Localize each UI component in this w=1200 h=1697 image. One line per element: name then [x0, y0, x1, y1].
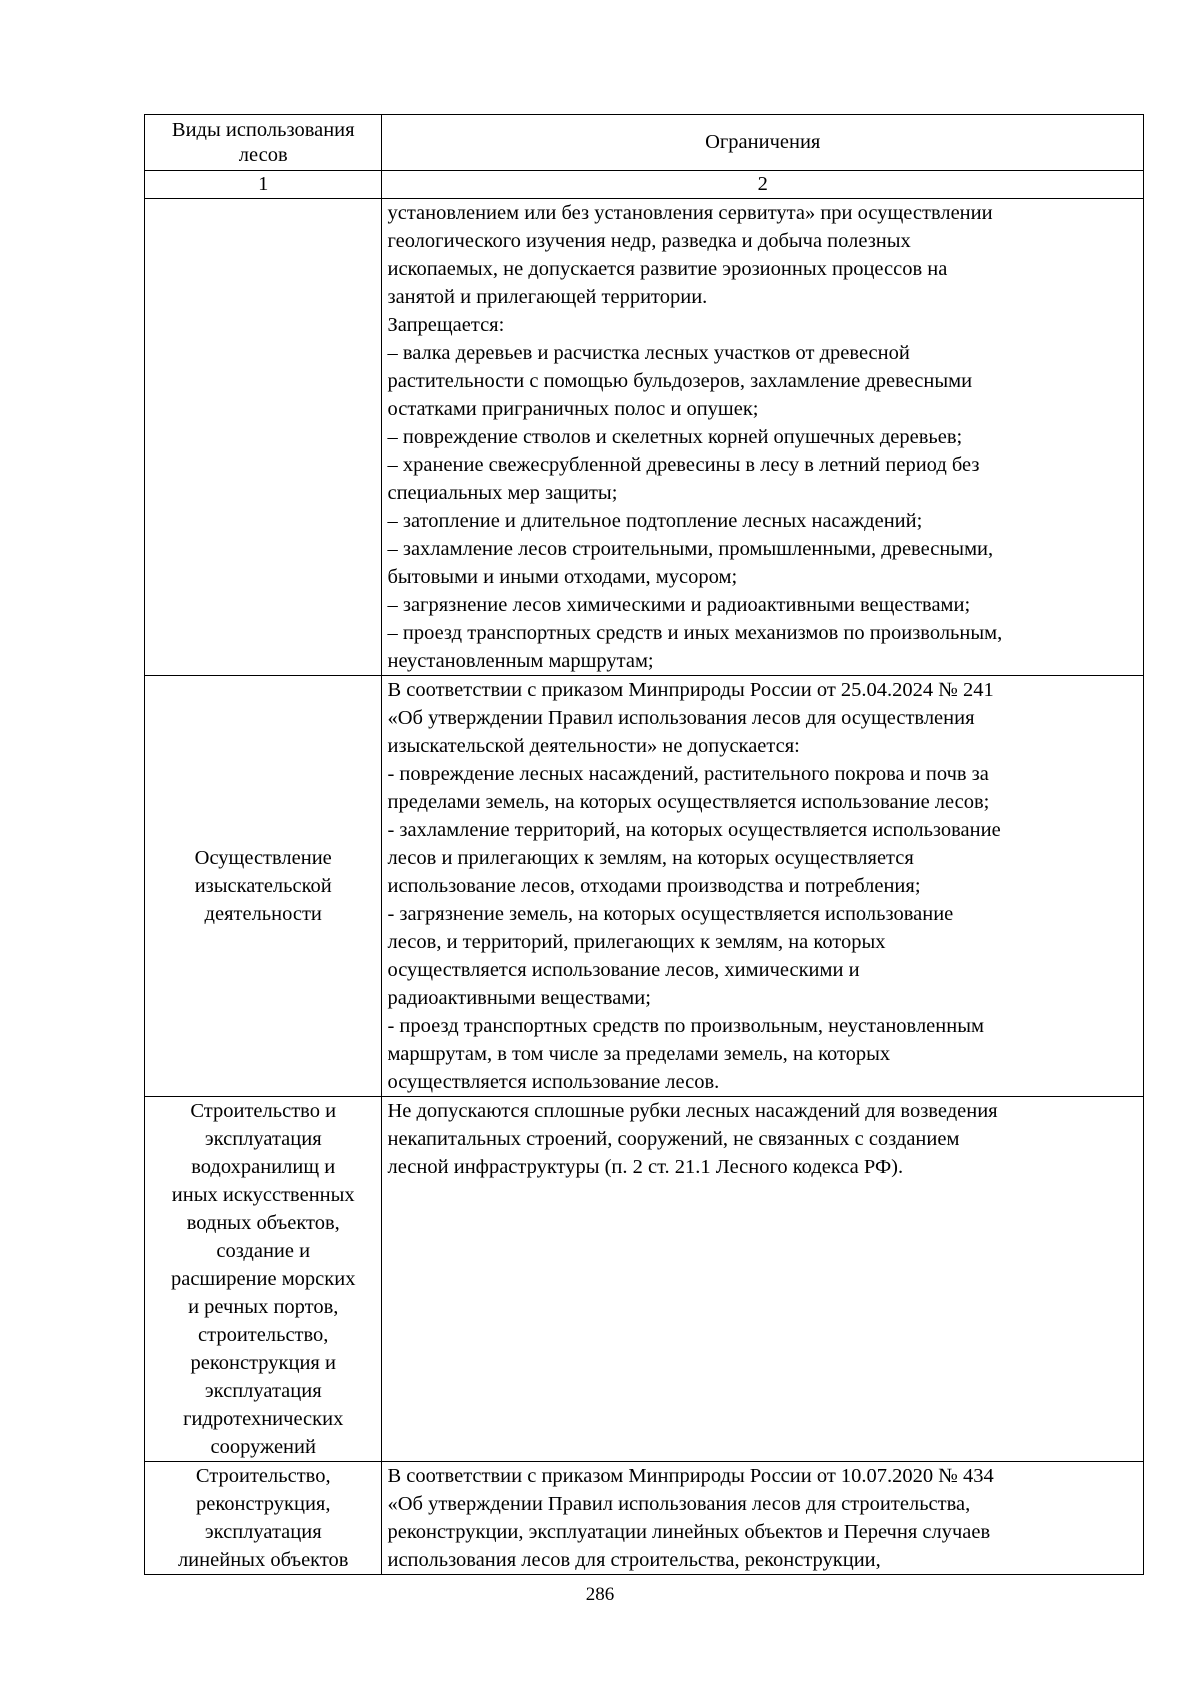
table-row [145, 1097, 1144, 1462]
text-line: маршрутам, в том числе за пределами земель, на которых [387, 1043, 891, 1065]
text-line: водных объектов, [186, 1212, 340, 1234]
text-line: - проезд транспортных средств по произвольным, неустановленным [387, 1015, 984, 1037]
text-line: - загрязнение земель, на которых осуществляется использование [387, 903, 954, 925]
text-line: эксплуатация [204, 1380, 322, 1402]
text-line: расширение морских [170, 1268, 356, 1290]
text-line: – хранение свежесрубленной древесины в лесу в летний период без [387, 454, 980, 476]
text-line: изыскательской деятельности» не допускается: [387, 735, 800, 757]
text-line: Строительство и [190, 1100, 337, 1122]
header-col2-text: Ограничения [705, 131, 821, 153]
column-number-row [145, 171, 1144, 199]
restrictions-cell [382, 676, 1144, 1097]
text-line: В соответствии с приказом Минприроды России от 10.07.2020 № 434 [387, 1465, 994, 1487]
table-header-row [145, 115, 1144, 171]
text-line: Не допускаются сплошные рубки лесных насаждений для возведения [387, 1100, 998, 1122]
text-line: деятельности [204, 903, 322, 925]
text-line: – повреждение стволов и скелетных корней опушечных деревьев; [387, 426, 963, 448]
text-line: лесной инфраструктуры (п. 2 ст. 21.1 Лесного кодекса РФ). [387, 1156, 904, 1178]
text-line: реконструкции, эксплуатации линейных объектов и Перечня случаев [387, 1521, 991, 1543]
text-line: неустановленным маршрутам; [387, 650, 654, 672]
text-line: занятой и прилегающей территории. [387, 286, 708, 308]
text-line: реконструкция и [190, 1352, 336, 1374]
text-line: В соответствии с приказом Минприроды России от 25.04.2024 № 241 [387, 679, 994, 701]
table-row [145, 676, 1144, 1097]
forest-use-cell [145, 1462, 382, 1575]
restrictions-cell [382, 1462, 1144, 1575]
text-line: использование лесов, отходами производства и потребления; [387, 875, 921, 897]
text-line: - повреждение лесных насаждений, растительного покрова и почв за [387, 763, 989, 785]
text-line: радиоактивными веществами; [387, 987, 651, 1009]
text-line: - захламление территорий, на которых осуществляется использование [387, 819, 1001, 841]
forest-use-cell [145, 1097, 382, 1462]
text-line: специальных мер защиты; [387, 482, 618, 504]
text-line: и речных портов, [188, 1296, 339, 1318]
text-line: строительство, [198, 1324, 329, 1346]
text-line: Запрещается: [387, 314, 505, 336]
forest-use-cell [145, 676, 382, 1097]
text-line: бытовыми и иными отходами, мусором; [387, 566, 738, 588]
text-line: лесов и прилегающих к землям, на которых осуществляется [387, 847, 914, 869]
text-line: ископаемых, не допускается развитие эрозионных процессов на [387, 258, 948, 280]
text-line: установлением или без установления сервитута» при осуществлении [387, 202, 993, 224]
text-line: – валка деревьев и расчистка лесных участков от древесной [387, 342, 910, 364]
text-line: «Об утверждении Правил использования лесов для строительства, [387, 1493, 971, 1515]
text-line: геологического изучения недр, разведка и добыча полезных [387, 230, 911, 252]
table-row [145, 199, 1144, 676]
text-line: гидротехнических [183, 1408, 344, 1430]
text-line: Осуществление [194, 847, 332, 869]
header-forest-use-types [145, 115, 382, 171]
header-restrictions [382, 115, 1144, 171]
text-line: осуществляется использование лесов, химическими и [387, 959, 860, 981]
text-line: создание и [216, 1240, 311, 1262]
text-line: – загрязнение лесов химическими и радиоактивными веществами; [387, 594, 971, 616]
text-line: Строительство, [195, 1465, 331, 1487]
text-line: эксплуатация [204, 1128, 322, 1150]
text-line: иных искусственных [171, 1184, 355, 1206]
text-line: пределами земель, на которых осуществляется использование лесов; [387, 791, 990, 813]
forest-use-cell [145, 199, 382, 676]
header-col1-line: Виды использования [171, 118, 355, 141]
restrictions-cell [382, 199, 1144, 676]
page-number: 286 [585, 1584, 615, 1605]
text-line: – захламление лесов строительными, промышленными, древесными, [387, 538, 994, 560]
text-line: остатками приграничных полос и опушек; [387, 398, 759, 420]
restrictions-cell [382, 1097, 1144, 1462]
text-line: сооружений [210, 1436, 316, 1458]
text-line: изыскательской [194, 875, 332, 897]
text-line: осуществляется использование лесов. [387, 1071, 720, 1093]
text-line: – затопление и длительное подтопление лесных насаждений; [387, 510, 923, 532]
text-line: линейных объектов [177, 1549, 349, 1571]
table-row [145, 1462, 1144, 1575]
text-line: – проезд транспортных средств и иных механизмов по произвольным, [387, 622, 1003, 644]
text-line: использования лесов для строительства, реконструкции, [387, 1549, 881, 1571]
text-line: лесов, и территорий, прилегающих к землям, на которых [387, 931, 886, 953]
text-line: эксплуатация [204, 1521, 322, 1543]
header-col1-line: лесов [238, 143, 288, 166]
column-number-2: 2 [382, 171, 1144, 199]
column-number-1: 1 [145, 171, 382, 199]
text-line: растительности с помощью бульдозеров, захламление древесными [387, 370, 973, 392]
text-line: реконструкция, [195, 1493, 331, 1515]
restrictions-table [144, 114, 1144, 1575]
text-line: некапитальных строений, сооружений, не связанных с созданием [387, 1128, 960, 1150]
text-line: «Об утверждении Правил использования лесов для осуществления [387, 707, 975, 729]
text-line: водохранилищ и [191, 1156, 336, 1178]
